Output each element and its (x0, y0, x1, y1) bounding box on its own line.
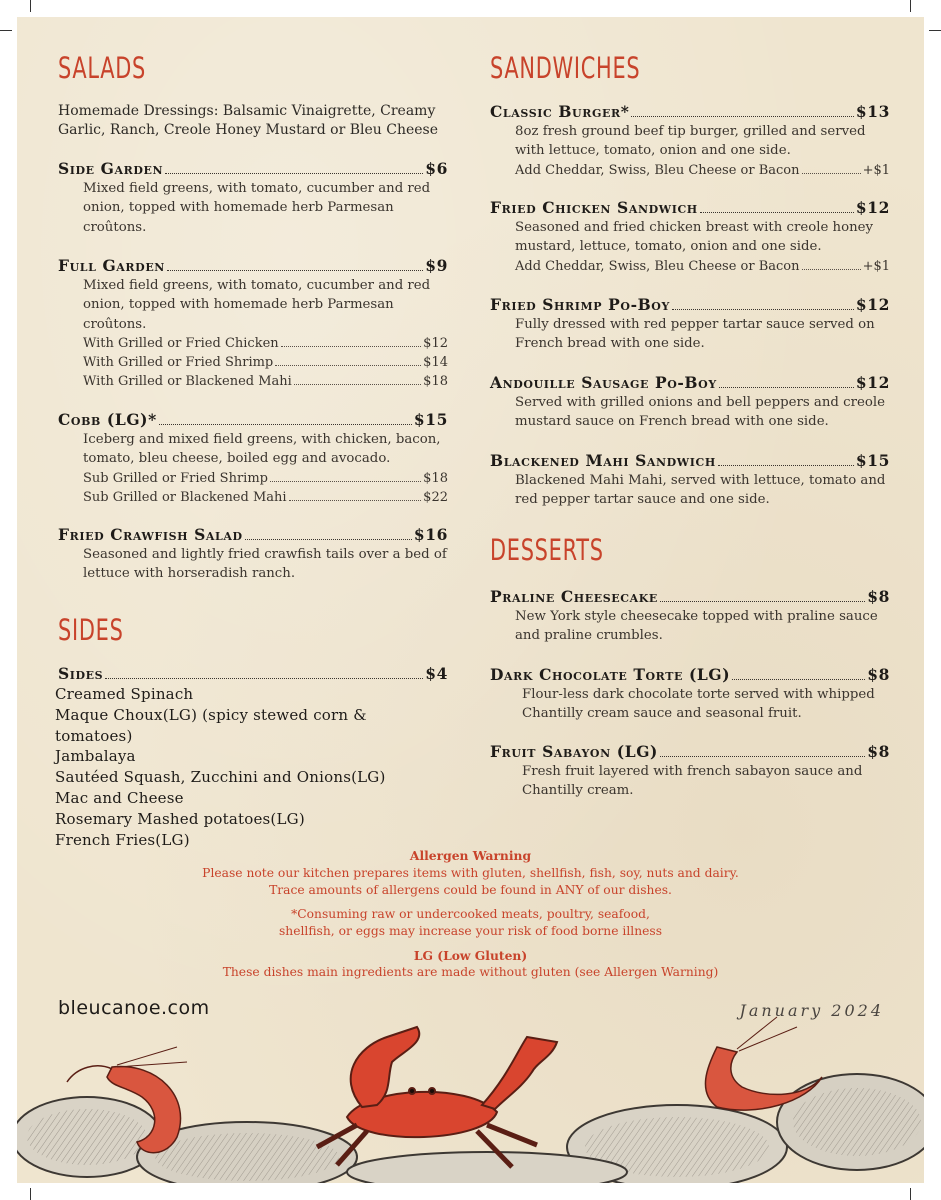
menu-item-cobb (58, 410, 448, 507)
desserts-title: DESSERTS (490, 533, 604, 567)
item-option: With Grilled or Blackened Mahi $18 (83, 374, 448, 390)
item-description: Seasoned and lightly fried crawfish tails over a bed of lettuce with horseradish ranch. (83, 547, 447, 582)
menu-item-side-garden (58, 159, 448, 237)
item-name: Dark Chocolate Torte (LG) (490, 665, 731, 684)
side-item: French Fries(LG) (55, 830, 190, 849)
allergen-line: Please note our kitchen prepares items with gluten, shellfish, fish, soy, nuts and dairy. (202, 865, 739, 880)
menu-item-fried-chicken-sandwich (490, 198, 890, 276)
salads-title: SALADS (58, 51, 146, 85)
item-description: Blackened Mahi Mahi, served with lettuce, tomato and red pepper tartar sauce and one side. (515, 473, 886, 508)
crop-mark (910, 1188, 911, 1200)
menu-item-dark-chocolate-torte (490, 665, 890, 724)
item-price: $8 (867, 665, 890, 684)
item-description: Fresh fruit layered with french sabayon sauce and Chantilly cream. (522, 764, 863, 799)
item-description: Flour-less dark chocolate torte served with whipped Chantilly cream sauce and seasonal fruit. (522, 687, 875, 722)
side-item: Maque Choux(LG) (spicy stewed corn & tomatoes) (55, 705, 367, 745)
item-name: Andouille Sausage Po-Boy (490, 373, 717, 392)
allergen-line: Trace amounts of allergens could be found in ANY of our dishes. (269, 883, 672, 897)
crop-mark (910, 0, 911, 12)
crop-mark (0, 30, 12, 31)
item-price: $4 (425, 664, 448, 683)
item-name: Full Garden (58, 256, 165, 275)
allergen-title: Allergen Warning (409, 848, 532, 863)
side-item: Jambalaya (55, 747, 136, 766)
menu-item-classic-burger (490, 102, 890, 180)
item-name: Fried Shrimp Po-Boy (490, 295, 670, 314)
item-description: Fully dressed with red pepper tartar sauce served on French bread with one side. (515, 317, 875, 352)
menu-item-full-garden (58, 256, 448, 392)
item-name: Praline Cheesecake (490, 587, 658, 606)
item-price: $15 (855, 451, 890, 470)
raw-warning-line: *Consuming raw or undercooked meats, poultry, seafood, (291, 906, 650, 921)
side-item: Mac and Cheese (55, 788, 184, 807)
website-url: bleucanoe.com (58, 997, 210, 1019)
item-name: Cobb (LG)* (58, 410, 157, 429)
item-price: $15 (413, 410, 448, 429)
sides-title: SIDES (58, 613, 124, 647)
item-price: $12 (855, 295, 890, 314)
side-item: Rosemary Mashed potatoes(LG) (55, 809, 305, 828)
item-description: Iceberg and mixed field greens, with chicken, bacon, tomato, bleu cheese, boiled egg and avocado. (83, 432, 441, 467)
item-description: Served with grilled onions and bell peppers and creole mustard sauce on French bread with one side. (515, 395, 885, 430)
menu-item-praline-cheesecake (490, 587, 890, 646)
seafood-illustration (17, 1007, 924, 1183)
menu-item-fried-crawfish-salad (58, 525, 448, 584)
menu-item-blackened-mahi-sandwich (490, 451, 890, 510)
item-description: Mixed field greens, with tomato, cucumber and red onion, topped with homemade herb Parmesan croûtons. (83, 278, 431, 332)
item-description: 8oz fresh ground beef tip burger, grilled and served with lettuce, tomato, onion and one side. (515, 124, 866, 159)
side-item: Creamed Spinach (55, 685, 194, 703)
crab (317, 1027, 557, 1167)
menu-item-andouille-sausage-po-boy (490, 373, 890, 432)
item-price: $13 (855, 102, 890, 121)
sides-block (55, 664, 448, 850)
item-name: Fried Chicken Sandwich (490, 198, 698, 217)
item-price: $12 (855, 373, 890, 392)
item-price: $16 (413, 525, 448, 544)
item-option: Sub Grilled or Fried Shrimp $18 (83, 470, 448, 486)
dressings-intro: Homemade Dressings: Balsamic Vinaigrette, Creamy Garlic, Ranch, Creole Honey Mustard or Bleu Cheese (58, 103, 439, 138)
menu-item-fried-shrimp-po-boy (490, 295, 890, 354)
side-item: Sautéed Squash, Zucchini and Onions(LG) (55, 768, 386, 787)
item-price: $8 (867, 742, 890, 761)
crop-mark (30, 1188, 31, 1200)
item-description: New York style cheesecake topped with praline sauce and praline crumbles. (515, 609, 878, 644)
low-gluten-text: These dishes main ingredients are made without gluten (see Allergen Warning) (222, 965, 719, 979)
item-price: $9 (425, 256, 448, 275)
item-name: Fruit Sabayon (LG) (490, 742, 658, 761)
menu-item-fruit-sabayon (490, 742, 890, 801)
item-addon: Add Cheddar, Swiss, Bleu Cheese or Bacon +$1 (515, 258, 890, 274)
item-price: $8 (867, 587, 890, 606)
item-description: Seasoned and fried chicken breast with creole honey mustard, lettuce, tomato, onion and one side. (515, 220, 874, 255)
item-name: Classic Burger* (490, 102, 630, 121)
menu-date: January 2024 (739, 1001, 884, 1020)
crop-mark (30, 0, 31, 12)
item-price: $12 (855, 198, 890, 217)
item-option: Sub Grilled or Blackened Mahi $22 (83, 489, 448, 505)
item-option: With Grilled or Fried Chicken $12 (83, 335, 448, 351)
item-option: With Grilled or Fried Shrimp $14 (83, 355, 448, 371)
sandwiches-title: SANDWICHES (490, 51, 641, 85)
crop-mark (929, 30, 941, 31)
item-name: Side Garden (58, 159, 164, 178)
item-addon: Add Cheddar, Swiss, Bleu Cheese or Bacon +$1 (515, 162, 890, 178)
allergen-warning (17, 847, 924, 982)
item-name: Blackened Mahi Sandwich (490, 451, 716, 470)
item-price: $6 (425, 159, 448, 178)
raw-warning-line: shellfish, or eggs may increase your risk of food borne illness (278, 924, 663, 938)
low-gluten-title: LG (Low Gluten) (413, 947, 528, 963)
item-name: Fried Crawfish Salad (58, 525, 243, 544)
item-description: Mixed field greens, with tomato, cucumber and red onion, topped with homemade herb Parmesan croûtons. (83, 181, 431, 235)
item-name: Sides (58, 664, 104, 683)
menu-page (17, 17, 924, 1183)
